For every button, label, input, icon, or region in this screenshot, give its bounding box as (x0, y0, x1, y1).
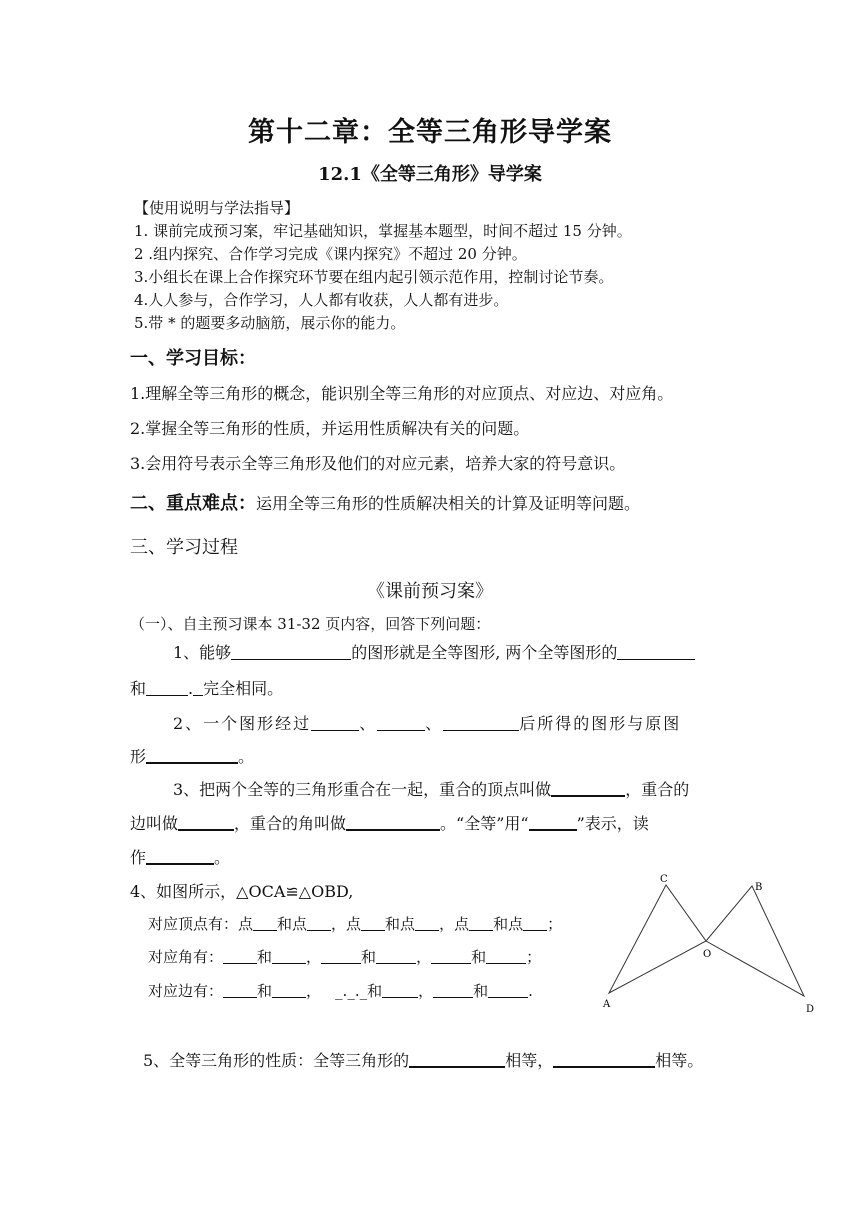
page-title: 第十二章：全等三角形导学案 (248, 117, 612, 148)
question-2-line-1: 2、一个图形经过 、 、 后所得的图形与原图 (173, 714, 682, 733)
blank-field[interactable] (617, 643, 695, 660)
question-5: 5、全等三角形的性质：全等三角形的 相等， 相等。 (143, 1051, 704, 1070)
blank-field[interactable] (488, 982, 528, 998)
objective-item: 2.掌握全等三角形的性质，并运用性质解决有关的问题。 (130, 419, 530, 438)
blank-field[interactable] (253, 915, 277, 931)
blank-field[interactable] (377, 714, 425, 731)
triangle-oca (609, 885, 706, 993)
objective-item: 3.会用符号表示全等三角形及他们的对应元素，培养大家的符号意识。 (130, 454, 626, 473)
blank-field[interactable] (272, 948, 306, 964)
label-a: A (603, 999, 611, 1010)
instruction-item: 3.小组长在课上合作探究环节要在组内起引领示范作用，控制讨论节奏。 (134, 268, 614, 286)
blank-field[interactable] (469, 915, 493, 931)
key-points-text: 运用全等三角形的性质解决相关的计算及证明等问题。 (256, 494, 641, 513)
blank-field[interactable] (415, 915, 439, 931)
key-points-heading: 二、重点难点： (130, 493, 256, 514)
congruent-triangles-figure (596, 870, 826, 1020)
question-4-angles: 对应角有： 和 ， 和 ， 和 ； (148, 948, 542, 966)
preview-title: 《课前预习案》 (367, 581, 493, 602)
blank-field[interactable] (523, 915, 547, 931)
question-4-sides: 对应边有： 和 ， _._._和 ， 和 . (148, 982, 533, 1000)
instruction-item: 5.带 * 的题要多动脑筋，展示你的能力。 (134, 314, 406, 332)
blank-field[interactable] (433, 982, 473, 998)
label-o: O (703, 949, 712, 960)
question-1-line-1: 1、能够 的图形就是全等图形, 两个全等图形的 (173, 640, 695, 663)
preview-intro: （一）、自主预习课本 31-32 页内容，回答下列问题： (130, 615, 491, 633)
blank-field[interactable] (529, 813, 577, 831)
label-b: B (755, 882, 763, 893)
question-3-line-2: 边叫做 ，重合的角叫做 。“全等”用“ ”表示，读 (130, 814, 649, 833)
page-subtitle: 12.1《全等三角形》导学案 (318, 164, 542, 185)
blank-field[interactable] (551, 779, 625, 797)
label-d: D (806, 1004, 815, 1015)
blank-field[interactable] (431, 948, 471, 964)
question-3-line-1: 3、把两个全等的三角形重合在一起，重合的顶点叫做 ，重合的 (173, 780, 690, 799)
question-3-line-3: 作 。 (130, 848, 231, 867)
key-points-line (130, 489, 640, 515)
blank-field[interactable] (272, 982, 306, 998)
instructions-heading: 【使用说明与学法指导】 (134, 199, 300, 217)
blank-field[interactable] (382, 982, 418, 998)
label-c: C (660, 874, 668, 885)
instruction-item: 1. 课前完成预习案，牢记基础知识，掌握基本题型，时间不超过 15 分钟。 (134, 222, 632, 240)
triangle-obd (706, 886, 804, 996)
question-4-text: 4、如图所示，△OCA≌△OBD, (130, 882, 354, 901)
objective-item: 1.理解全等三角形的概念，能识别全等三角形的对应顶点、对应边、对应角。 (130, 384, 674, 403)
blank-field[interactable] (307, 915, 331, 931)
blank-field[interactable] (146, 746, 238, 764)
blank-field[interactable] (223, 982, 257, 998)
question-2-line-2: 形 。 (130, 747, 255, 766)
blank-field[interactable] (346, 813, 440, 831)
blank-field[interactable] (146, 847, 214, 865)
blank-field[interactable] (361, 915, 385, 931)
blank-field[interactable] (193, 679, 203, 696)
question-4-vertices: 对应顶点有：点 和点 ，点 和点 ，点 和点 ； (148, 915, 563, 933)
blank-field[interactable] (409, 1050, 505, 1068)
process-heading: 三、学习过程 (130, 537, 238, 558)
blank-field[interactable] (178, 813, 234, 831)
blank-field[interactable] (146, 679, 188, 696)
objectives-heading: 一、学习目标： (130, 348, 256, 369)
blank-field[interactable] (311, 714, 359, 731)
question-1-line-2: 和 . 完全相同。 (130, 679, 284, 698)
blank-field[interactable] (231, 643, 351, 660)
blank-field[interactable] (321, 948, 361, 964)
blank-field[interactable] (486, 948, 526, 964)
blank-field[interactable] (376, 948, 416, 964)
instruction-item: 2 .组内探究、合作学习完成《课内探究》不超过 20 分钟。 (134, 245, 527, 263)
instruction-item: 4.人人参与，合作学习，人人都有收获，人人都有进步。 (134, 291, 509, 309)
blank-field[interactable] (553, 1050, 655, 1068)
blank-field[interactable] (443, 714, 519, 731)
blank-field[interactable] (223, 948, 257, 964)
